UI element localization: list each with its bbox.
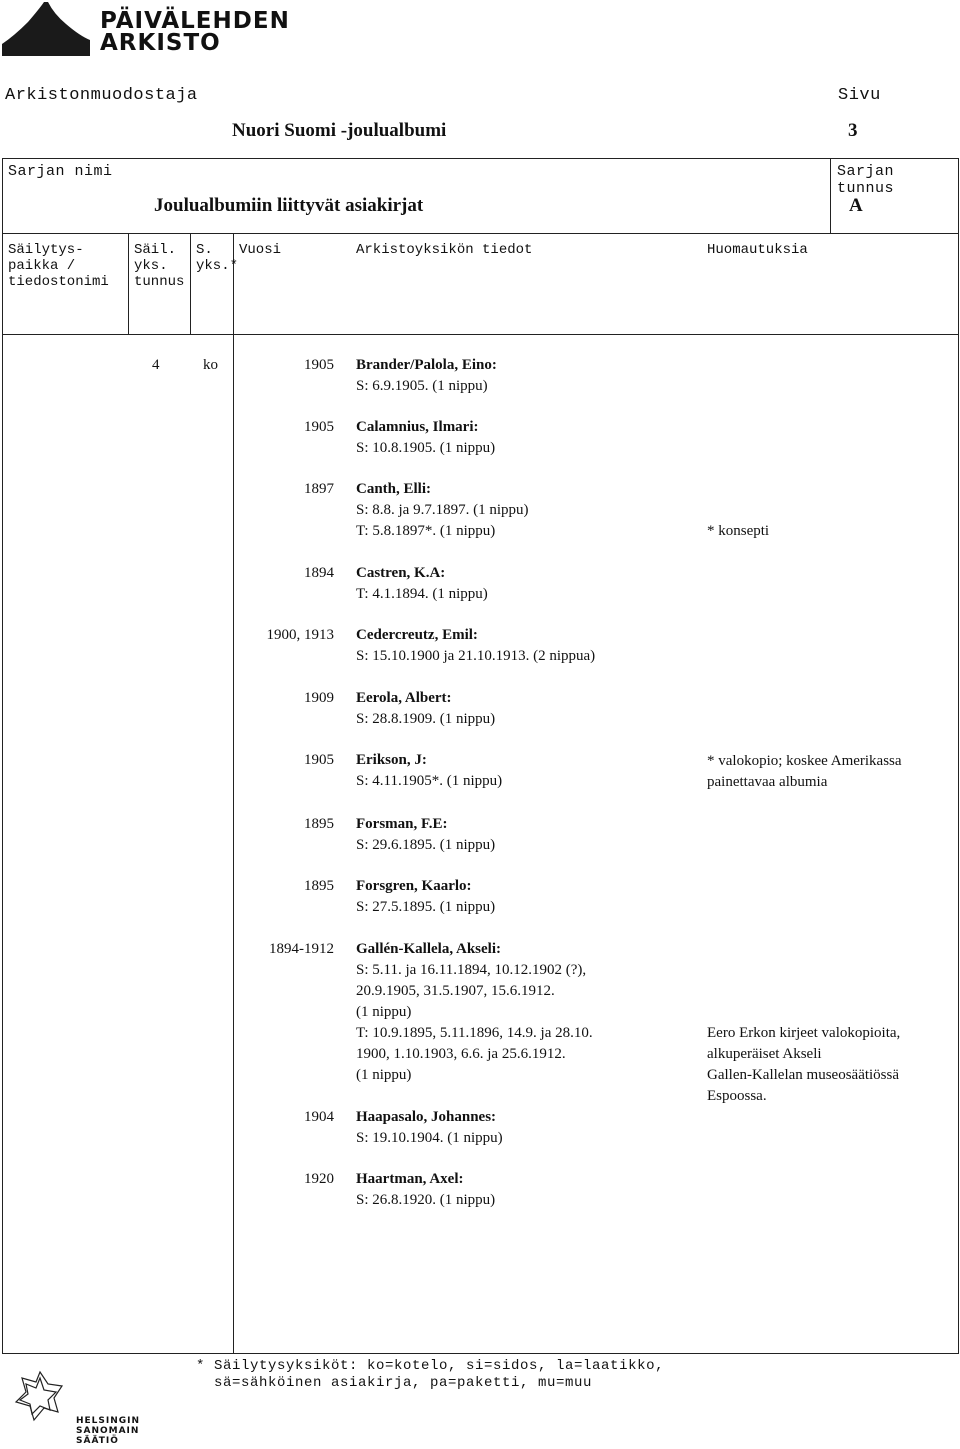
col-header-details: Arkistoyksikön tiedot <box>356 242 533 258</box>
series-code-label: Sarjan tunnus <box>837 163 895 197</box>
list-item <box>356 876 495 918</box>
table-header-border <box>2 334 959 335</box>
col-header-unit-code: Säil. yks. tunnus <box>134 242 185 290</box>
series-code: A <box>849 195 863 216</box>
entry-line: T: 5.8.1897*. (1 nippu) <box>356 523 496 539</box>
entry-line: S: 29.6.1895. (1 nippu) <box>356 837 496 853</box>
col-divider-2 <box>190 233 191 335</box>
list-item <box>356 688 495 730</box>
entry-name: Haartman, Axel: <box>356 1171 464 1187</box>
list-item <box>356 355 497 397</box>
entry-line: (1 nippu) <box>356 1067 412 1083</box>
entry-line: T: 10.9.1895, 5.11.1896, 14.9. ja 28.10. <box>356 1025 593 1041</box>
entry-name: Cedercreutz, Emil: <box>356 627 478 643</box>
remark-canth: * konsepti <box>707 523 770 539</box>
entry-year: 1904 <box>304 1109 334 1125</box>
table-top-border <box>2 233 959 234</box>
page-label: Sivu <box>838 86 881 105</box>
entry-name: Eerola, Albert: <box>356 690 452 706</box>
series-name-label: Sarjan nimi <box>8 163 113 180</box>
entry-name: Brander/Palola, Eino: <box>356 357 497 373</box>
entry-name: Erikson, J: <box>356 752 427 768</box>
entry-name: Castren, K.A: <box>356 565 446 581</box>
list-item <box>356 417 495 459</box>
list-item <box>356 939 593 1086</box>
entry-line: 20.9.1905, 31.5.1907, 15.6.1912. <box>356 983 555 999</box>
list-item <box>356 750 502 792</box>
entry-year: 1894-1912 <box>269 941 334 957</box>
remark-erikson: * valokopio; koskee Amerikassa painettavaa albumia <box>707 753 902 790</box>
remark-gallen: Eero Erkon kirjeet valokopioita, alkuperäiset Akseli Gallen-Kallelan museosäätiössä Espoossa. <box>707 1025 901 1104</box>
entry-name: Haapasalo, Johannes: <box>356 1109 497 1125</box>
series-name: Joulualbumiin liittyvät asiakirjat <box>154 195 424 216</box>
col-divider-1 <box>128 233 129 335</box>
entry-line: (1 nippu) <box>356 1004 412 1020</box>
entry-line: S: 27.5.1895. (1 nippu) <box>356 899 496 915</box>
unit-type: ko <box>203 357 218 373</box>
entry-line: S: 15.10.1900 ja 21.10.1913. (2 nippua) <box>356 648 596 664</box>
entry-line: S: 8.8. ja 9.7.1897. (1 nippu) <box>356 502 529 518</box>
entry-year: 1897 <box>304 481 334 497</box>
entry-line: S: 4.11.1905*. (1 nippu) <box>356 773 503 789</box>
header-divider <box>2 158 959 159</box>
entry-line: S: 19.10.1904. (1 nippu) <box>356 1130 503 1146</box>
entry-name: Forsman, F.E: <box>356 816 448 832</box>
col-header-unit-type: S. yks.* <box>196 242 239 274</box>
col-header-location: Säilytys- paikka / tiedostonimi <box>8 242 109 290</box>
list-item <box>356 814 495 856</box>
list-item <box>356 1169 495 1211</box>
entry-year: 1920 <box>304 1171 334 1187</box>
brand-line-2: ARKISTO <box>100 30 221 56</box>
paivalehden-arkisto-logo-icon <box>0 0 90 63</box>
entry-name: Calamnius, Ilmari: <box>356 419 479 435</box>
entry-year: 1894 <box>304 565 334 581</box>
foundation-name: HELSINGIN SANOMAIN SÄÄTIÖ <box>76 1416 141 1446</box>
table-right-border <box>958 158 959 1354</box>
entry-year: 1905 <box>304 357 334 373</box>
series-code-divider <box>830 158 831 234</box>
entry-name: Canth, Elli: <box>356 481 432 497</box>
entry-year: 1909 <box>304 690 334 706</box>
entry-year: 1905 <box>304 752 334 768</box>
page-number: 3 <box>848 120 858 141</box>
entry-name: Gallén-Kallela, Akseli: <box>356 941 501 957</box>
entry-line: S: 26.8.1920. (1 nippu) <box>356 1192 496 1208</box>
list-item <box>356 625 595 667</box>
archive-title: Nuori Suomi -joulualbumi <box>232 120 447 141</box>
brand-line-1: PÄIVÄLEHDEN <box>100 8 290 34</box>
entry-year: 1900, 1913 <box>266 627 334 643</box>
entry-line: S: 10.8.1905. (1 nippu) <box>356 440 496 456</box>
entry-name: Forsgren, Kaarlo: <box>356 878 472 894</box>
entry-line: S: 5.11. ja 16.11.1894, 10.12.1902 (?), <box>356 962 587 978</box>
table-left-border <box>2 158 3 1354</box>
entry-line: S: 28.8.1909. (1 nippu) <box>356 711 496 727</box>
entry-year: 1895 <box>304 878 334 894</box>
entry-year: 1905 <box>304 419 334 435</box>
col-header-remarks: Huomautuksia <box>707 242 808 258</box>
helsingin-sanomain-saatio-logo-icon <box>10 1368 70 1445</box>
entry-line: T: 4.1.1894. (1 nippu) <box>356 586 488 602</box>
list-item <box>356 479 529 542</box>
list-item <box>356 1107 503 1149</box>
entry-line: S: 6.9.1905. (1 nippu) <box>356 378 488 394</box>
col-header-year: Vuosi <box>239 242 282 258</box>
storage-unit-footnote: * Säilytysyksiköt: ko=kotelo, si=sidos, la=laatikko, sä=sähköinen asiakirja, pa=paketti, mu=muu <box>196 1358 665 1391</box>
archive-creator-label: Arkistonmuodostaja <box>5 86 198 105</box>
entry-line: 1900, 1.10.1903, 6.6. ja 25.6.1912. <box>356 1046 566 1062</box>
list-item <box>356 563 488 605</box>
entry-year: 1895 <box>304 816 334 832</box>
table-bottom-border <box>2 1353 959 1354</box>
unit-code: 4 <box>152 357 160 373</box>
